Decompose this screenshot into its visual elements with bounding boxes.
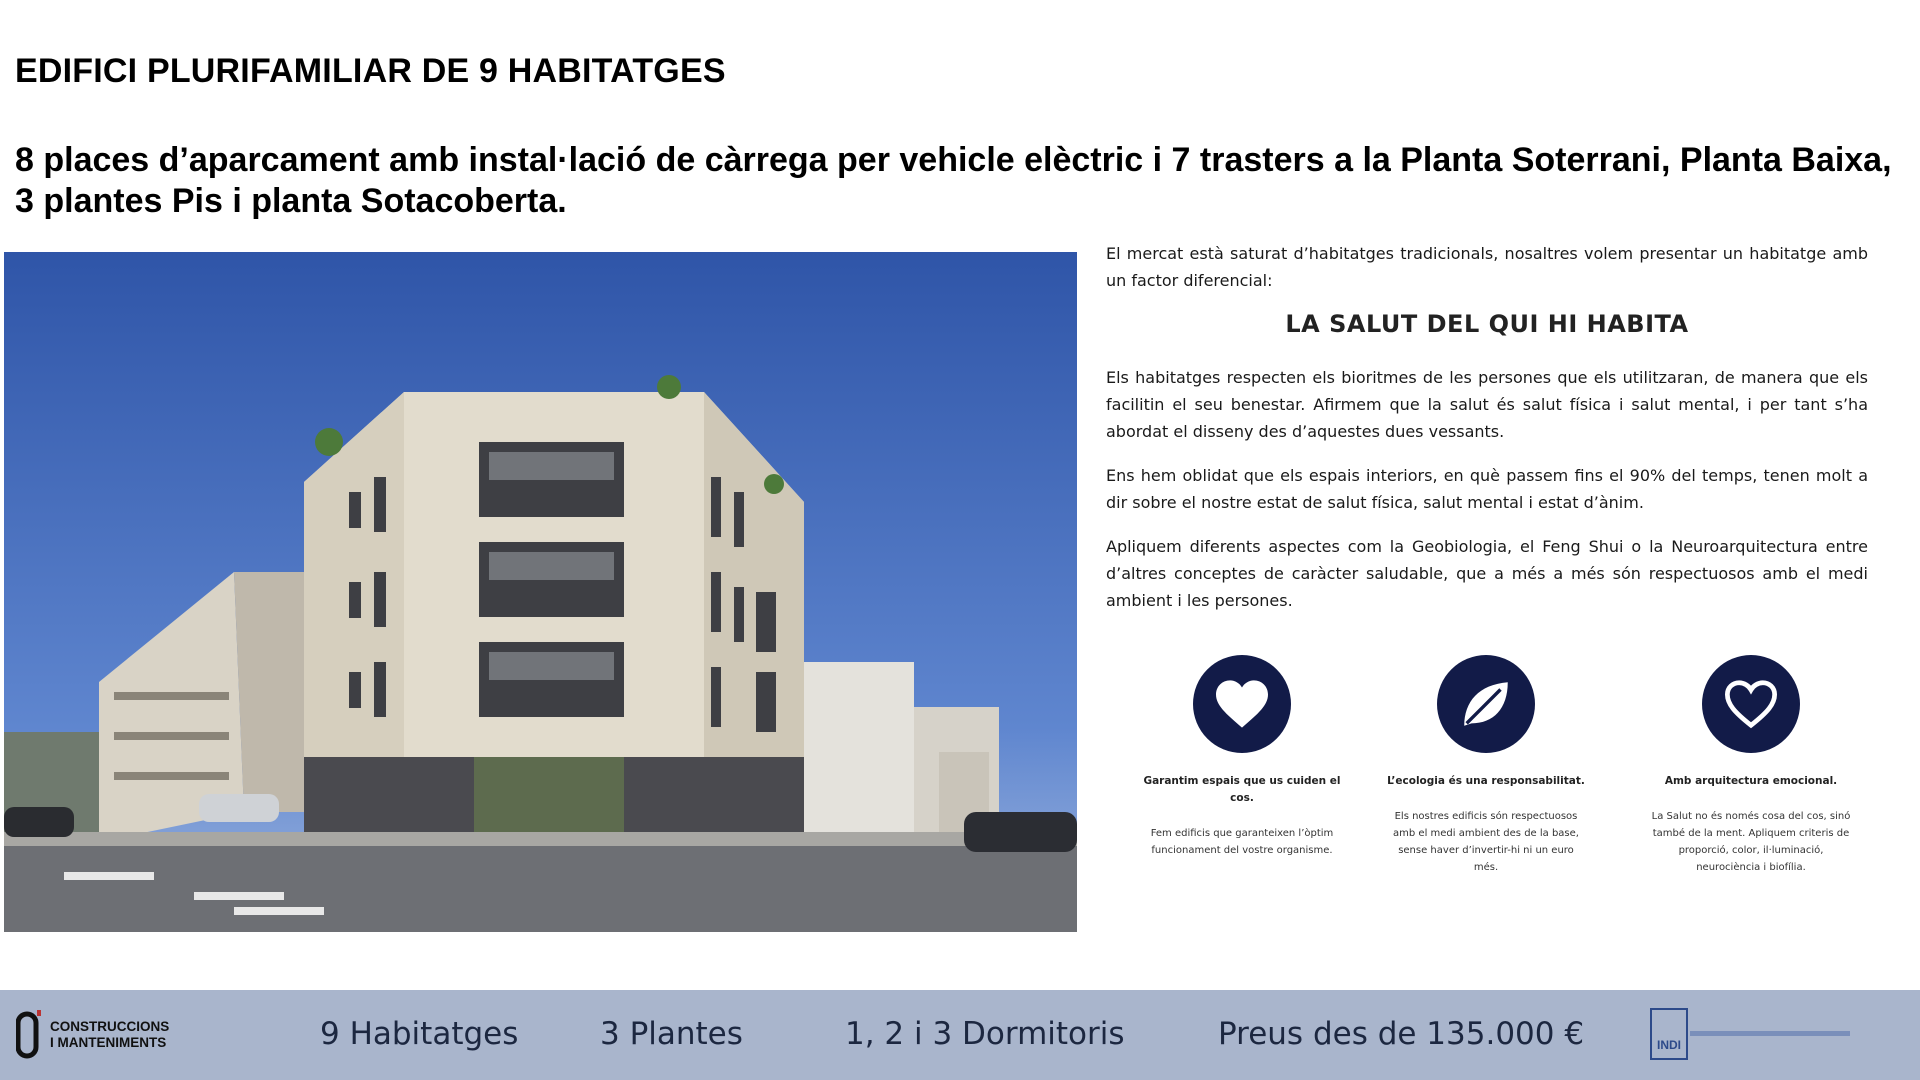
paragraph-concepts: Apliquem diferents aspectes com la Geobiologia, el Feng Shui o la Neuroarquitectura entre d’altres conceptes de caràcter saludable, que a més a més són respectuosos amb el medi ambient i les persones. xyxy=(1106,537,1868,610)
fact-floors: 3 Plantes xyxy=(600,1016,743,1052)
paragraph-interior-spaces: Ens hem oblidat que els espais interiors, en què passem fins el 90% del temps, tenen molt a dir sobre el nostre estat de salut física, salut mental i estat d’ànim. xyxy=(1106,466,1868,512)
feature-emotional-title: Amb arquitectura emocional. xyxy=(1664,775,1838,787)
partner-logo-wordmark xyxy=(1688,1027,1858,1041)
company-logo-line2: I MANTENIMENTS xyxy=(50,1035,167,1050)
health-headline: LA SALUT DEL QUI HI HABITA xyxy=(1285,310,1689,338)
page-subtitle: 8 places d’aparcament amb instal·lació de càrrega per vehicle elèctric i 7 trasters a la Planta Soterrani, Planta Baixa, 3 plantes Pis i planta Sotacoberta. xyxy=(15,141,1892,220)
company-logo-line1: CONSTRUCCIONS xyxy=(50,1019,170,1034)
paragraph-biorhythms: Els habitatges respecten els bioritmes de les persones que els utilitzaran, de manera que els facilitin el seu benestar. Afirmem que la salut és salut física i salut mental, i per tant s’ha abordat el disseny des d’aquestes dues vessants. xyxy=(1106,368,1868,441)
company-logo xyxy=(16,1008,169,1062)
heart-outline-icon xyxy=(1702,655,1800,753)
feature-body-title: Garantim espais que us cuiden el cos. xyxy=(1143,775,1341,804)
feature-ecology-desc: Els nostres edificis són respectuosos amb el medi ambient des de la base, sense haver d’invertir-hi ni un euro més. xyxy=(1393,811,1579,873)
fact-homes: 9 Habitatges xyxy=(320,1016,519,1052)
feature-emotional-desc: La Salut no és només cosa del cos, sinó també de la ment. Apliquem criteris de proporció, color, il·luminació, neurociència i biofília. xyxy=(1651,811,1851,873)
description-column xyxy=(1106,240,1868,631)
footer-bar xyxy=(0,990,1920,1080)
partner-logo-mark: INDI xyxy=(1650,1008,1688,1060)
page-title: EDIFICI PLURIFAMILIAR DE 9 HABITATGES xyxy=(15,52,726,90)
leaf-icon xyxy=(1437,655,1535,753)
company-logo-text xyxy=(50,1019,169,1051)
feature-emotional xyxy=(1651,655,1851,876)
feature-body-desc: Fem edificis que garanteixen l’òptim funcionament del vostre organisme. xyxy=(1150,828,1334,856)
fact-bedrooms: 1, 2 i 3 Dormitoris xyxy=(845,1016,1125,1052)
company-logo-mark-icon xyxy=(16,1010,42,1060)
fact-price: Preus des de 135.000 € xyxy=(1218,1016,1585,1052)
partner-logo xyxy=(1650,1004,1858,1064)
heart-filled-icon xyxy=(1193,655,1291,753)
feature-ecology-title: L’ecologia és una responsabilitat. xyxy=(1387,775,1585,787)
feature-ecology xyxy=(1386,655,1586,876)
features-row xyxy=(1106,655,1868,935)
building-render-image xyxy=(4,252,1077,932)
feature-body xyxy=(1142,655,1342,859)
intro-paragraph: El mercat està saturat d’habitatges tradicionals, nosaltres volem presentar un habitatge amb un factor diferencial: xyxy=(1106,244,1868,290)
